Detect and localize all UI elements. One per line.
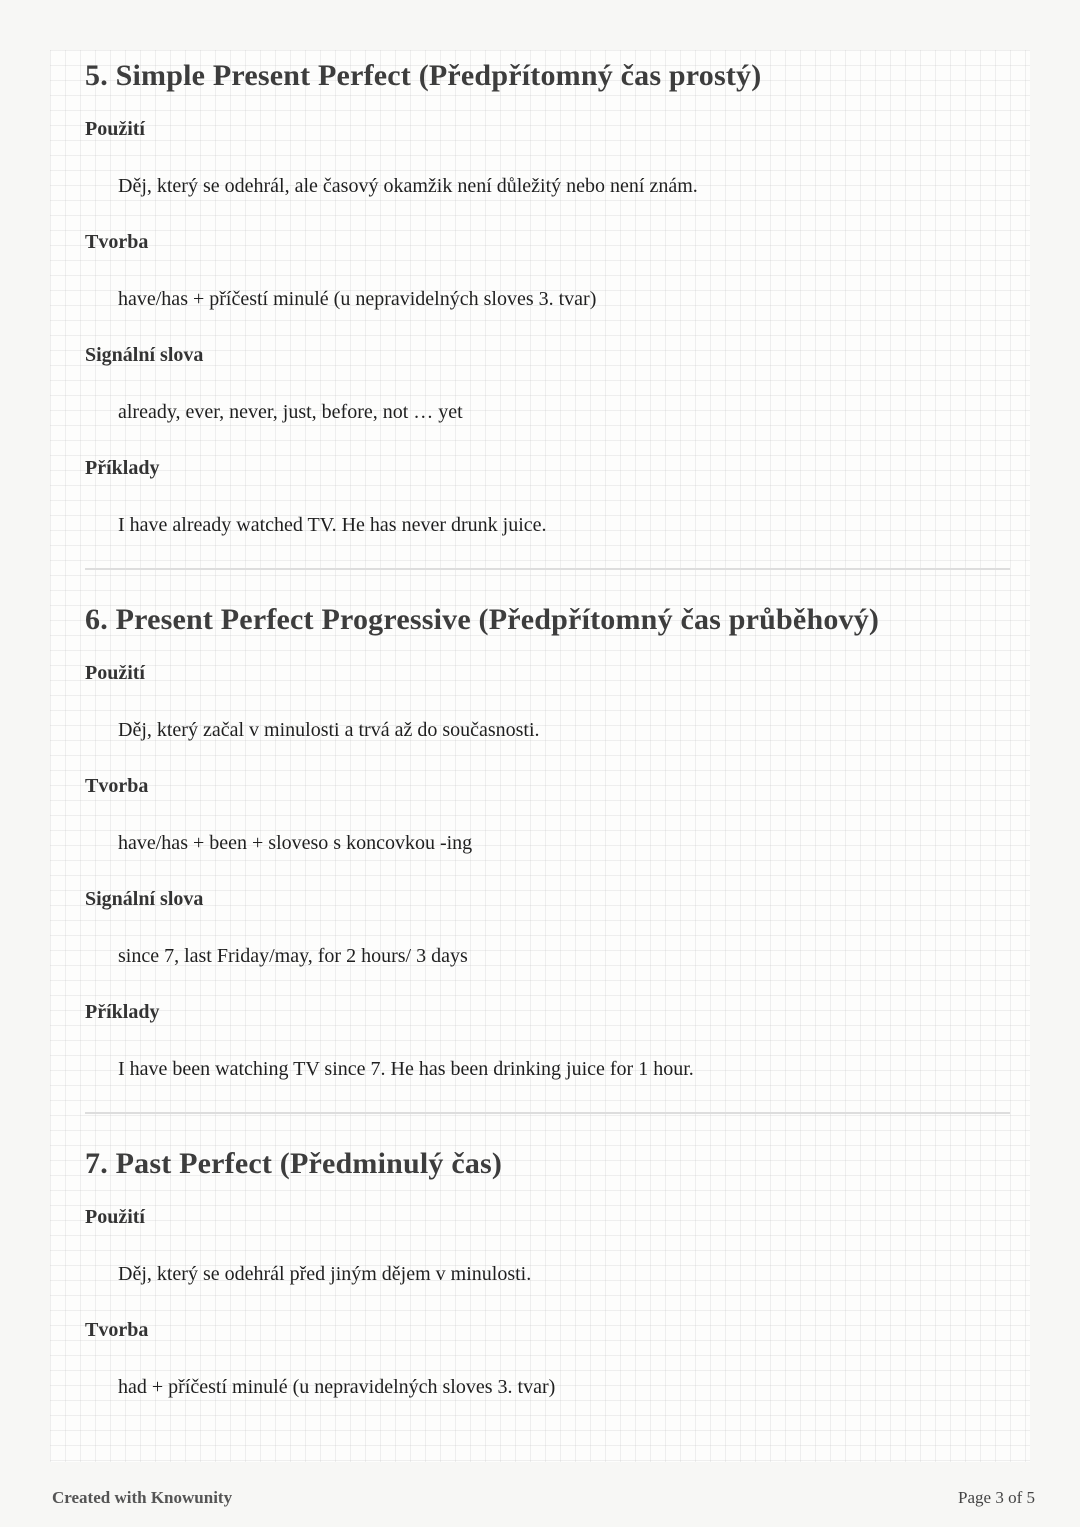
- field-value-pouziti: Děj, který se odehrál před jiným dějem v minulosti.: [118, 1263, 532, 1285]
- field-value-signalni-slova: already, ever, never, just, before, not … yet: [118, 401, 463, 423]
- field-label-pouziti: Použití: [85, 662, 145, 684]
- field-value-pouziti: Děj, který se odehrál, ale časový okamžik není důležitý nebo není znám.: [118, 175, 698, 197]
- field-value-priklady: I have already watched TV. He has never drunk juice.: [118, 514, 547, 536]
- field-value-tvorba: had + příčestí minulé (u nepravidelných sloves 3. tvar): [118, 1376, 556, 1398]
- field-label-tvorba: Tvorba: [85, 1319, 149, 1341]
- grid-paper: [50, 50, 1030, 1462]
- field-label-priklady: Příklady: [85, 457, 160, 479]
- field-label-tvorba: Tvorba: [85, 775, 149, 797]
- section-divider: [85, 1112, 1010, 1114]
- field-label-pouziti: Použití: [85, 118, 145, 140]
- field-label-tvorba: Tvorba: [85, 231, 149, 253]
- section-divider: [85, 568, 1010, 570]
- field-value-pouziti: Děj, který začal v minulosti a trvá až do současnosti.: [118, 719, 540, 741]
- field-value-tvorba: have/has + been + sloveso s koncovkou -ing: [118, 832, 473, 854]
- section-title: 5. Simple Present Perfect (Předpřítomný čas prostý): [85, 59, 762, 92]
- field-label-signalni-slova: Signální slova: [85, 888, 204, 910]
- section-past-perfect: [85, 1146, 1010, 1401]
- created-with-knowunity-text: Created with Knowunity: [52, 1488, 233, 1507]
- field-value-signalni-slova: since 7, last Friday/may, for 2 hours/ 3 days: [118, 945, 468, 967]
- page-number: Page 3 of 5: [958, 1488, 1035, 1507]
- field-label-signalni-slova: Signální slova: [85, 344, 204, 366]
- section-present-perfect-progressive: [85, 602, 1010, 1083]
- section-simple-present-perfect: [85, 58, 1010, 539]
- page-footer: [52, 1488, 1035, 1508]
- section-title: 6. Present Perfect Progressive (Předpřítomný čas průběhový): [85, 603, 880, 636]
- field-label-priklady: Příklady: [85, 1001, 160, 1023]
- field-value-tvorba: have/has + příčestí minulé (u nepravidelných sloves 3. tvar): [118, 288, 597, 310]
- field-value-priklady: I have been watching TV since 7. He has been drinking juice for 1 hour.: [118, 1058, 694, 1080]
- section-title: 7. Past Perfect (Předminulý čas): [85, 1147, 503, 1180]
- field-label-pouziti: Použití: [85, 1206, 145, 1228]
